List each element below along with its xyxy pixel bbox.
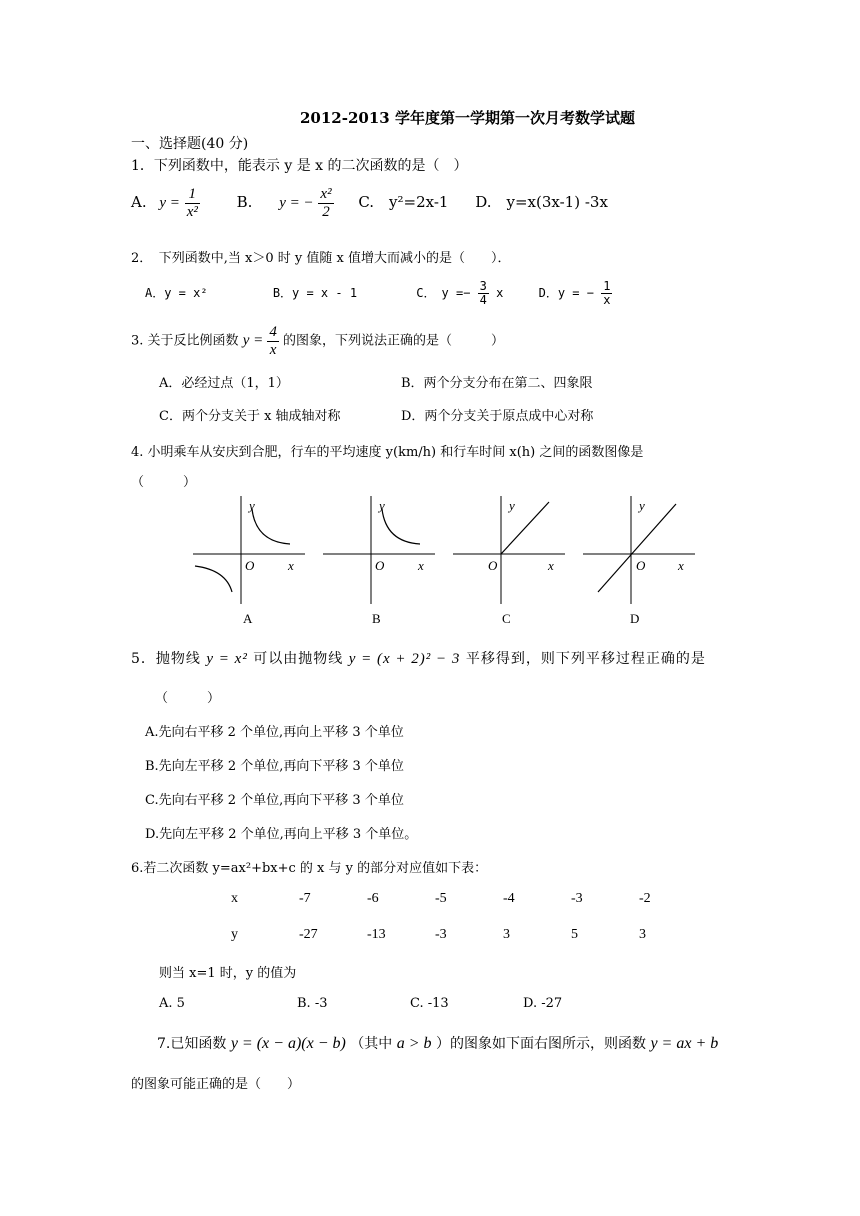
q5-option-b: B.先向左平移 2 个单位,再向下平移 3 个单位 [145, 759, 404, 774]
q2-options [145, 280, 612, 307]
q4-graph-c-x-label: x [548, 558, 554, 573]
table-cell: -13 [367, 927, 386, 942]
q4-graph-d-y-label: y [639, 498, 645, 513]
section-heading: 一、选择题(40 分) [131, 136, 249, 152]
q7-line2: 的图象可能正确的是（ ） [131, 1077, 301, 1092]
q5-eq1: y = x² [206, 651, 248, 667]
q4-paren: （ ） [131, 475, 197, 490]
q5-stem [131, 648, 706, 668]
q5-eq2: y = (x + 2)² − 3 [348, 651, 461, 667]
q5-stem-pre: 5．抛物线 [131, 651, 201, 667]
q4-graph-d-x-label: x [678, 558, 684, 573]
q5-stem-mid: 可以由抛物线 [253, 651, 344, 667]
q4-graph-c [450, 492, 570, 627]
q2-option-c-label: C． y =− [416, 286, 471, 301]
table-cell: 3 [503, 927, 510, 942]
q2-stem: 2． 下列函数中,当 x＞0 时 y 值随 x 值增大而减小的是（ ）． [131, 251, 511, 266]
q3-lhs: y = [242, 332, 264, 349]
q2-option-c-den: 4 [479, 293, 487, 308]
q4-graph-b-origin: O [375, 558, 385, 573]
q3-option-d: D．两个分支关于原点成中心对称 [401, 409, 594, 424]
q2-option-d-den: x [603, 293, 611, 308]
q1-option-b-lhs: y = − [279, 195, 314, 211]
q1-option-a-lhs: y = [159, 195, 180, 211]
q1-option-a-label: A. [131, 193, 147, 211]
q1-option-a-num: 1 [185, 186, 200, 204]
table-cell: -3 [435, 927, 447, 942]
q4-graph-a-y-label: y [249, 498, 255, 513]
q2-option-a: A．y = x² [145, 286, 208, 301]
q6-table [231, 881, 669, 953]
q6-ask: 则当 x=1 时，y 的值为 [159, 966, 297, 981]
q2-option-c-tail: x [496, 286, 504, 301]
q3-fraction [267, 324, 279, 358]
q1-option-b-num: x² [320, 186, 332, 202]
q5-paren: （ ） [155, 691, 221, 706]
q2-option-c-fraction [478, 280, 489, 307]
q4-graph-d [580, 492, 700, 627]
table-cell: -7 [299, 891, 311, 906]
q3-den: x [269, 341, 277, 358]
table-row [231, 917, 669, 953]
q7-cond: a > b [396, 1035, 432, 1052]
q4-stem: 4. 小明乘车从安庆到合肥，行车的平均速度 y(km/h) 和行车时间 x(h) 之间的函数图像是 [131, 445, 644, 460]
q7-stem-post: ）的图象如下面右图所示，则函数 [435, 1036, 646, 1052]
table-row [231, 881, 669, 917]
q1-stem: 1．下列函数中，能表示 y 是 x 的二次函数的是（ ） [131, 158, 468, 174]
q3-stem-post: 的图象，下列说法正确的是（ ） [283, 333, 505, 349]
q3-option-a: A．必经过点（1，1） [159, 376, 289, 391]
q4-graph-d-label: D [630, 611, 640, 626]
q4-graph-b-x-label: x [418, 558, 424, 573]
q1-option-b-den: 2 [322, 203, 330, 220]
table-cell: 5 [571, 927, 578, 942]
table-cell: -27 [299, 927, 318, 942]
q7-stem [157, 1033, 718, 1053]
table-cell: -2 [639, 891, 651, 906]
q4-graph-a-x-label: x [288, 558, 294, 573]
q6-option-b: B. -3 [297, 996, 328, 1011]
table-cell: -5 [435, 891, 447, 906]
q1-option-a-den: x² [186, 203, 198, 220]
q2-option-d-fraction [601, 280, 612, 307]
page-title: 2012-2013 学年度第一学期第一次月考数学试题 [300, 109, 635, 127]
q4-graph-a-origin: O [245, 558, 255, 573]
table-cell: -6 [367, 891, 379, 906]
q7-stem-pre: 7.已知函数 [157, 1036, 227, 1052]
q5-option-c: C.先向右平移 2 个单位,再向下平移 3 个单位 [145, 793, 404, 808]
q1-option-a-fraction [185, 186, 200, 220]
q4-graph-b-y-label: y [379, 498, 385, 513]
q4-graph-b [320, 492, 440, 627]
q7-eq1: y = (x − a)(x − b) [230, 1035, 346, 1052]
q1-option-b-fraction [318, 186, 333, 220]
q4-graph-a-label: A [243, 611, 253, 626]
q6-option-d: D. -27 [523, 996, 563, 1011]
q5-stem-post: 平移得到，则下列平移过程正确的是 [465, 651, 706, 667]
q4-graph-c-label: C [502, 611, 511, 626]
q4-graph-b-label: B [372, 611, 381, 626]
q4-graph-c-y-label: y [509, 498, 515, 513]
q6-stem: 6.若二次函数 y=ax²+bx+c 的 x 与 y 的部分对应值如下表： [131, 861, 488, 876]
q4-graph-d-origin: O [636, 558, 646, 573]
q3-num: 4 [269, 324, 277, 340]
q3-option-b: B．两个分支分布在第二、四象限 [401, 376, 593, 391]
q1-option-d: D. y=x(3x-1) -3x [475, 193, 608, 211]
q1-option-b-label: B. [236, 193, 253, 211]
q4-graph-a [190, 492, 310, 627]
q1-option-c: C. y²=2x-1 [358, 193, 449, 211]
q3-option-c: C．两个分支关于 x 轴成轴对称 [159, 409, 341, 424]
q2-option-b: B．y = x - 1 [272, 286, 358, 301]
table-cell: -4 [503, 891, 515, 906]
q3-stem [131, 324, 504, 358]
q2-option-c-num: 3 [479, 279, 487, 293]
table-cell: -3 [571, 891, 583, 906]
q7-mid: （其中 [350, 1036, 393, 1052]
q6-option-a: A. 5 [159, 996, 185, 1011]
q6-option-c: C. -13 [410, 996, 449, 1011]
table-row-header: y [231, 927, 238, 942]
table-row-header: x [231, 891, 238, 906]
q5-option-a: A.先向右平移 2 个单位,再向上平移 3 个单位 [145, 725, 404, 740]
q7-eq2: y = ax + b [650, 1035, 719, 1052]
q5-option-d: D.先向左平移 2 个单位,再向上平移 3 个单位。 [145, 827, 418, 842]
q3-stem-pre: 3. 关于反比例函数 [131, 333, 239, 349]
q4-graph-c-origin: O [488, 558, 498, 573]
q2-option-d-label: D．y = − [538, 286, 594, 301]
table-cell: 3 [639, 927, 646, 942]
q2-option-d-num: 1 [603, 279, 611, 293]
q1-options [131, 186, 608, 220]
